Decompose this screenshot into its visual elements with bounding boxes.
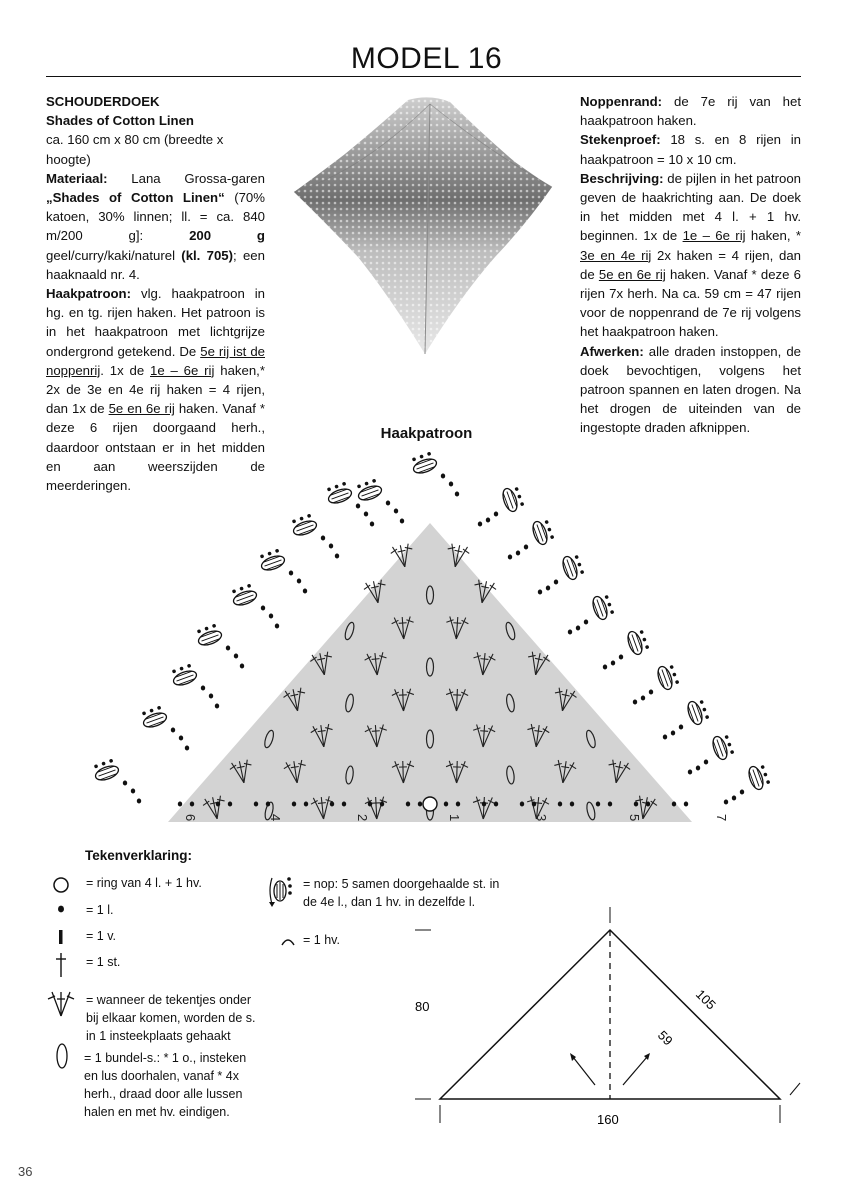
nop-mark <box>530 518 555 547</box>
chain-mark <box>740 790 744 795</box>
right-column <box>580 92 801 438</box>
chain-mark <box>342 802 346 807</box>
row-label-2: 2 <box>355 814 370 822</box>
chain-mark <box>137 799 141 804</box>
chain-mark <box>570 802 574 807</box>
chain-mark <box>576 626 580 631</box>
row-label-7: 7 <box>714 814 729 822</box>
single-crochet-symbol-icon <box>57 929 65 945</box>
chain-mark <box>732 796 736 801</box>
nop-mark <box>195 623 224 648</box>
chain-mark <box>646 802 650 807</box>
noppenrand-paragraph: Noppenrand: de 7e rij van het haakpatroon haken. <box>580 94 801 129</box>
chain-mark <box>478 522 482 527</box>
grouped-stitches-symbol-icon <box>44 990 78 1018</box>
legend-title: Tekenverklaring: <box>85 848 193 863</box>
chain-mark <box>532 802 536 807</box>
chain-mark <box>364 512 368 517</box>
section-heading: SCHOUDERDOEK <box>46 94 160 109</box>
materiaal-paragraph: Materiaal: Lana Grossa-garen „Shades of Cotton Linen“ (70% katoen, 30% linnen; ll. = ca. 840 m/200 g]: 200 g geel/curry/kaki/naturel (kl. 705); een haaknaald nr. 4. <box>46 170 265 282</box>
chain-mark <box>608 802 612 807</box>
chain-mark <box>386 501 390 506</box>
chain-symbol-icon <box>56 904 66 914</box>
chain-mark <box>596 802 600 807</box>
bundle-stitch-symbol-icon <box>55 1042 69 1070</box>
row-label-1: 1 <box>447 814 462 822</box>
chain-mark <box>696 766 700 771</box>
chain-mark <box>538 590 542 595</box>
legend-item-hv: = 1 hv. <box>303 933 340 947</box>
slip-stitch-symbol-icon <box>280 935 296 947</box>
nop-symbol-icon <box>266 872 294 912</box>
title-rule <box>46 76 801 77</box>
chain-mark <box>201 686 205 691</box>
chain-mark <box>444 802 448 807</box>
side-label: 105 <box>692 986 719 1013</box>
chart-title: Haakpatroon <box>380 425 473 442</box>
nop-mark <box>655 663 680 692</box>
chain-mark <box>441 474 445 479</box>
chain-mark <box>486 518 490 523</box>
beschrijving-paragraph: Beschrijving: de pijlen in het patroon geven de haakrichting aan. De doek in het midden met 4 l. + 1 hv. beginnen. 1x de 1e – 6e rij haken, * 3e en 4e rij 2x haken = 4 rijen, dan de 5e en 6e rij haken. Vanaf * deze 6 rijen 7x herh. Na ca. 59 cm = 47 rijen voor de noppenrand de 7e rij volgens het haakpatroon haken. <box>580 170 802 340</box>
chain-mark <box>190 802 194 807</box>
yarn-name: Shades of Cotton Linen <box>46 113 194 129</box>
legend-item-dc: = 1 st. <box>86 955 121 969</box>
chain-mark <box>304 802 308 807</box>
chain-mark <box>494 512 498 517</box>
legend-item-grouped: = wanneer de tekentjes onder bij elkaar komen, worden de s. in 1 insteekplaats gehaakt <box>86 993 256 1043</box>
nop-mark <box>258 548 287 573</box>
chain-mark <box>215 704 219 709</box>
chain-mark <box>633 700 637 705</box>
chain-mark <box>292 802 296 807</box>
legend-item-chain: = 1 l. <box>86 903 114 917</box>
nop-mark <box>590 593 615 622</box>
chain-mark <box>303 589 307 594</box>
nop-mark <box>410 451 439 476</box>
chain-mark <box>240 664 244 669</box>
page-number: 36 <box>18 1164 33 1179</box>
depth-label: 59 <box>654 1027 676 1049</box>
nop-mark <box>560 553 585 582</box>
chain-mark <box>558 802 562 807</box>
nop-mark <box>746 763 771 792</box>
chain-mark <box>226 646 230 651</box>
chain-mark <box>524 545 528 550</box>
legend-item-sc: = 1 v. <box>86 929 116 943</box>
size-text: ca. 160 cm x 80 cm (breedte x hoogte) <box>46 132 224 167</box>
chain-mark <box>368 802 372 807</box>
chain-mark <box>335 554 339 559</box>
chain-mark <box>209 694 213 699</box>
chain-mark <box>611 661 615 666</box>
shawl-photo <box>290 92 555 357</box>
chain-mark <box>178 802 182 807</box>
crochet-chart <box>80 448 780 833</box>
chain-mark <box>321 536 325 541</box>
chain-mark <box>275 624 279 629</box>
stekenproef-paragraph: Stekenproef: 18 s. en 8 rijen in haakpatroon = 10 x 10 cm. <box>580 132 801 167</box>
size-schematic <box>395 905 815 1145</box>
chain-mark <box>649 690 653 695</box>
chain-mark <box>546 586 550 591</box>
chain-mark <box>269 614 273 619</box>
chain-mark <box>724 800 728 805</box>
chain-mark <box>330 802 334 807</box>
chain-mark <box>455 492 459 497</box>
nop-mark <box>685 698 710 727</box>
chain-mark <box>234 654 238 659</box>
chain-mark <box>482 802 486 807</box>
double-crochet-symbol-icon <box>53 952 69 978</box>
chain-mark <box>394 509 398 514</box>
chain-mark <box>131 789 135 794</box>
chain-mark <box>289 571 293 576</box>
chain-mark <box>584 620 588 625</box>
chain-mark <box>704 760 708 765</box>
width-label: 160 <box>597 1112 619 1127</box>
ring-symbol-icon <box>52 876 70 894</box>
chain-mark <box>663 735 667 740</box>
nop-mark <box>325 481 354 506</box>
chain-mark <box>456 802 460 807</box>
ring-mark <box>423 797 437 811</box>
height-label: 80 <box>415 999 430 1014</box>
chain-mark <box>185 746 189 751</box>
nop-mark <box>625 628 650 657</box>
chain-mark <box>418 802 422 807</box>
legend-item-ring: = ring van 4 l. + 1 hv. <box>86 876 202 890</box>
row-label-3: 3 <box>534 814 549 822</box>
nop-mark <box>710 733 735 762</box>
chain-mark <box>179 736 183 741</box>
legend-item-bundle: = 1 bundel-s.: * 1 o., insteken en lus doorhalen, vanaf * 4x herh., draad door alle lussen halen en met hv. eindigen. <box>84 1051 247 1119</box>
row-label-6: 6 <box>183 814 198 822</box>
row-label-4: 4 <box>268 814 283 822</box>
chain-mark <box>406 802 410 807</box>
chain-mark <box>297 579 301 584</box>
chain-mark <box>228 802 232 807</box>
nop-mark <box>290 513 319 538</box>
nop-mark <box>230 583 259 608</box>
chain-mark <box>254 802 258 807</box>
chain-mark <box>671 731 675 736</box>
chain-mark <box>568 630 572 635</box>
chain-mark <box>634 802 638 807</box>
chain-mark <box>603 665 607 670</box>
haakpatroon-paragraph: Haakpatroon: vlg. haakpatroon in hg. en tg. rijen haken. Het patroon is in het haakpatroon met lichtgrijze ondergrond getekend. De 5e rij ist de noppenrij. 1x de 1e – 6e rij haken,* 2x de 3e en 4e rij haken = 4 rijen, dan 1x de 5e en 6e rij haken. Vanaf * deze 6 rijen doorgaand herh., daardoor ontstaan er in het midden en aan weerszijden de meerderingen. <box>46 286 265 494</box>
chain-mark <box>684 802 688 807</box>
legend-item-nop: = nop: 5 samen doorgehaalde st. in de 4e l., dan 1 hv. in dezelfde l. <box>303 877 500 909</box>
nop-mark <box>170 663 199 688</box>
chain-mark <box>641 696 645 701</box>
nop-mark <box>140 705 169 730</box>
chain-mark <box>508 555 512 560</box>
chain-mark <box>266 802 270 807</box>
chain-mark <box>688 770 692 775</box>
chain-mark <box>449 482 453 487</box>
chain-mark <box>494 802 498 807</box>
chain-mark <box>679 725 683 730</box>
chain-mark <box>672 802 676 807</box>
afwerken-paragraph: Afwerken: alle draden instoppen, de doek bevochtigen, volgens het patroon spannen en laten drogen. Na het drogen de uiteinden van de ingestopte draden afknippen. <box>580 343 801 436</box>
chain-mark <box>216 802 220 807</box>
chain-mark <box>520 802 524 807</box>
chain-mark <box>123 781 127 786</box>
nop-mark <box>500 485 525 514</box>
nop-mark <box>355 478 384 503</box>
chain-mark <box>516 551 520 556</box>
chain-mark <box>554 580 558 585</box>
chart-background <box>168 523 692 822</box>
chain-mark <box>329 544 333 549</box>
chain-mark <box>380 802 384 807</box>
chain-mark <box>171 728 175 733</box>
page-title: MODEL 16 <box>350 42 503 75</box>
chain-mark <box>261 606 265 611</box>
chain-mark <box>370 522 374 527</box>
row-label-5: 5 <box>627 814 642 822</box>
nop-mark <box>92 758 121 783</box>
chain-mark <box>400 519 404 524</box>
chain-mark <box>356 504 360 509</box>
chain-mark <box>619 655 623 660</box>
